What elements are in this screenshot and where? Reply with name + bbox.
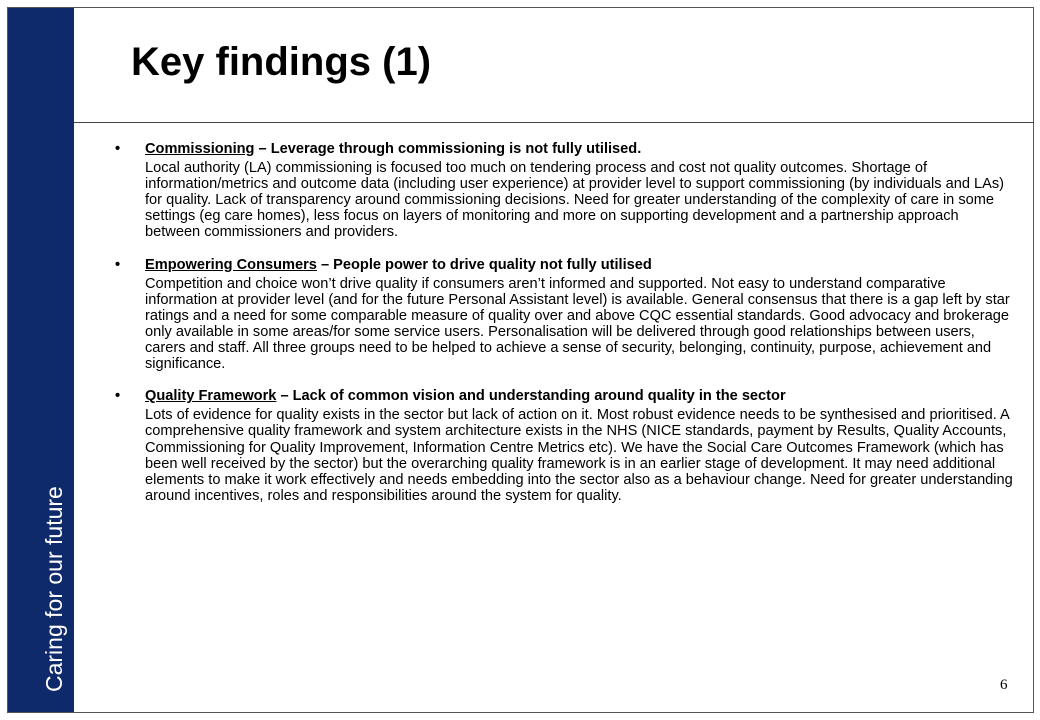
finding-key: Empowering Consumers <box>145 256 317 273</box>
finding-heading <box>145 388 1015 404</box>
findings-list <box>115 141 1015 520</box>
finding-body: Lots of evidence for quality exists in the sector but lack of action on it. Most robust evidence needs to be synthesised and prioritised. A comprehensive quality framework and system architecture exists in the NHS (NICE standards, payment by Results, Quality Accounts, Commissioning for Quality Improvement, Information Centre Metrics etc). We have the Social Care Outcomes Framework (which has been well received by the sector) but the overarching quality framework is in an earlier stage of development. It may need additional elements to make it work effectively and needs embedding into the sector also as a behaviour change. Need for greater understanding around incentives, roles and responsibilities around the system for quality. <box>145 407 1013 504</box>
bullet-icon: • <box>115 256 121 273</box>
finding-item <box>115 388 1015 504</box>
finding-headline: – Lack of common vision and understanding around quality in the sector <box>276 388 786 405</box>
finding-body: Competition and choice won’t drive quality if consumers aren’t informed and supported. Not easy to understand comparative information at provider level (and for the future Personal Assistant level) is available. General consensus that there is a gap left by star ratings and a need for some comparable measure of quality over and above CQC essential standards. Good advocacy and brokerage only available in some areas/for some service users. Personalisation will be delivered through good relationships between users, carers and staff. All three groups need to be helped to achieve a sense of security, belonging, continuity, purpose, achievement and significance. <box>145 275 1010 373</box>
finding-key: Quality Framework <box>145 388 277 405</box>
bullet-icon: • <box>115 388 121 405</box>
sidebar-tagline: Caring for our future <box>41 486 67 692</box>
finding-headline: – Leverage through commissioning is not fully utilised. <box>254 141 642 157</box>
finding-key: Commissioning <box>145 141 255 157</box>
bullet-icon: • <box>115 141 121 157</box>
finding-headline: – People power to drive quality not fully utilised <box>316 256 652 273</box>
page-title: Key findings (1) <box>131 40 432 84</box>
finding-body: Local authority (LA) commissioning is focused too much on tendering process and cost not quality outcomes. Shortage of information/metrics and outcome data (including user experience) at provider level to support commissioning (by individuals and LAs) for quality. Lack of transparency around commissioning decisions. Need for greater understanding of the complexity of care in some settings (eg care homes), less focus on layers of monitoring and more on supporting development and a partnership approach between commissioners and providers. <box>145 160 1005 241</box>
page-number: 6 <box>1000 677 1008 693</box>
finding-heading <box>145 257 1015 273</box>
finding-heading <box>145 141 1015 157</box>
finding-item <box>115 257 1015 373</box>
finding-item <box>115 141 1015 241</box>
header-divider <box>74 122 1034 123</box>
